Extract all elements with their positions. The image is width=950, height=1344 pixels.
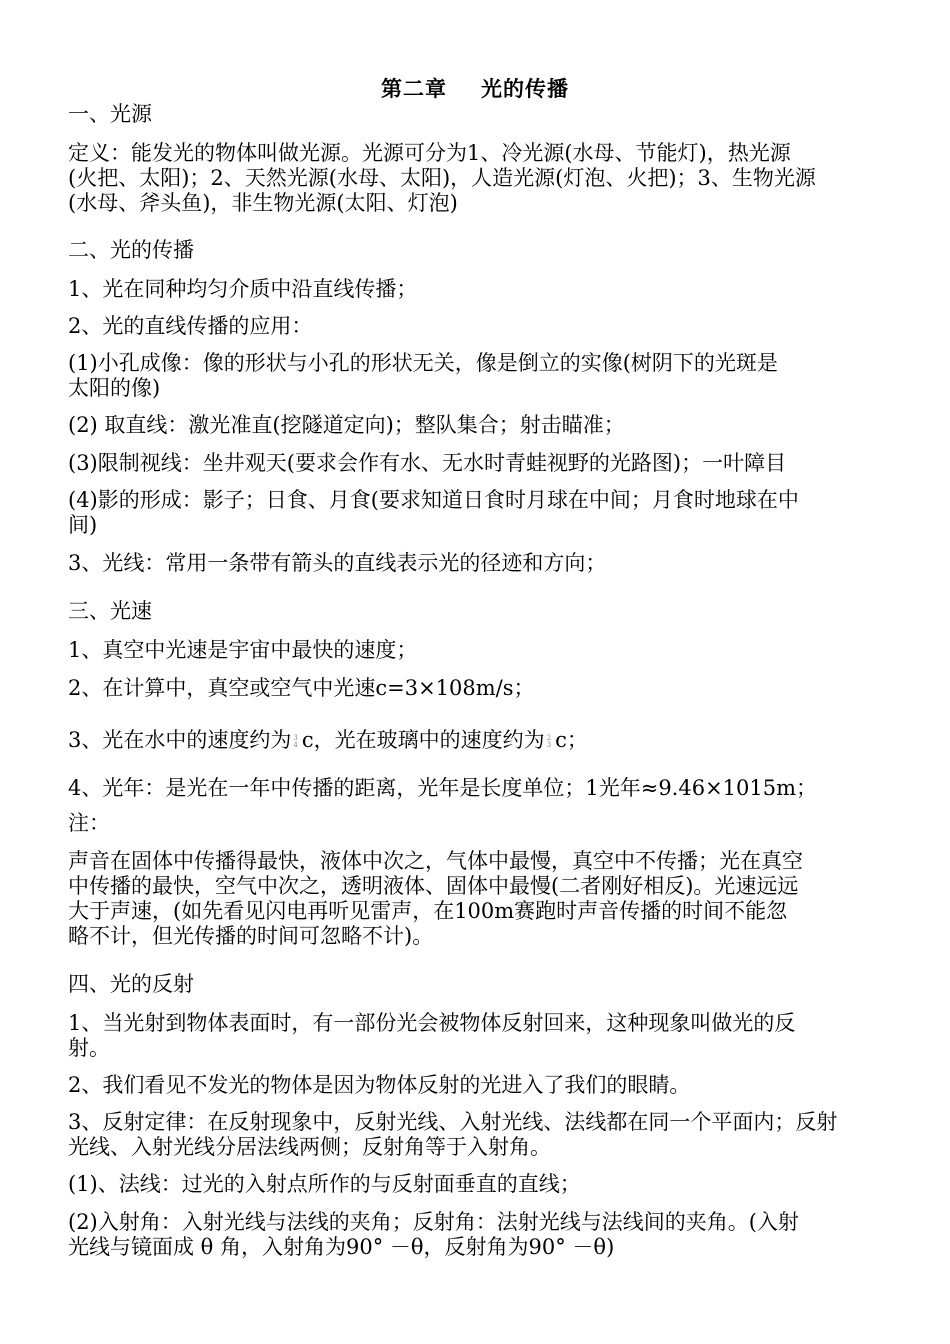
list-item: 2、我们看见不发光的物体是因为物体反射的光进入了我们的眼睛。 bbox=[68, 1073, 691, 1097]
list-item: 4、光年：是光在一年中传播的距离，光年是长度单位；1光年≈9.46×1015m； bbox=[68, 776, 818, 800]
chapter-number: 第二章 bbox=[381, 76, 447, 101]
list-item: 3、光线：常用一条带有箭头的直线表示光的径迹和方向； bbox=[68, 551, 607, 575]
paragraph-line: 定义：能发光的物体叫做光源。光源可分为1、冷光源(水母、节能灯)，热光源 bbox=[68, 141, 791, 165]
list-item: 间) bbox=[68, 513, 98, 537]
section-heading-light-speed: 三、光速 bbox=[68, 599, 152, 623]
list-item: 射。 bbox=[68, 1036, 110, 1060]
list-item: (1)小孔成像：像的形状与小孔的形状无关，像是倒立的实像(树阴下的光斑是 bbox=[68, 351, 778, 375]
list-item: 1、当光射到物体表面时，有一部份光会被物体反射回来，这种现象叫做光的反 bbox=[68, 1011, 796, 1035]
list-item: 光线与镜面成 θ 角，入射角为90° －θ，反射角为90° －θ) bbox=[68, 1235, 615, 1259]
section-heading-propagation: 二、光的传播 bbox=[68, 238, 194, 262]
list-item: 2、光的直线传播的应用： bbox=[68, 314, 313, 338]
note-label: 注： bbox=[68, 811, 110, 835]
section-heading-light-source: 一、光源 bbox=[68, 102, 152, 126]
list-item: (2) 取直线：激光准直(挖隧道定向)；整队集合；射击瞄准； bbox=[68, 413, 625, 437]
list-item: 光线、入射光线分居法线两侧；反射角等于入射角。 bbox=[68, 1135, 551, 1159]
chapter-name: 光的传播 bbox=[481, 76, 569, 101]
section-heading-reflection: 四、光的反射 bbox=[68, 972, 194, 996]
fraction-three-quarters: 3 4 bbox=[293, 733, 298, 749]
list-item: 太阳的像) bbox=[68, 376, 161, 400]
list-item: 3、光在水中的速度约为 3 4 c，光在玻璃中的速度约为 2 3 c； bbox=[68, 728, 588, 752]
list-item: (3)限制视线：坐井观天(要求会作有水、无水时青蛙视野的光路图)；一叶障目 bbox=[68, 451, 787, 475]
note-line: 大于声速，(如先看见闪电再听见雷声，在100m赛跑时声音传播的时间不能忽 bbox=[68, 899, 788, 923]
note-line: 声音在固体中传播得最快，液体中次之，气体中最慢，真空中不传播；光在真空 bbox=[68, 849, 803, 873]
chapter-title bbox=[0, 76, 950, 101]
list-item: 1、光在同种均匀介质中沿直线传播； bbox=[68, 277, 418, 301]
paragraph-line: (水母、斧头鱼)，非生物光源(太阳、灯泡) bbox=[68, 191, 458, 215]
list-item: 1、真空中光速是宇宙中最快的速度； bbox=[68, 638, 418, 662]
note-line: 中传播的最快，空气中次之，透明液体、固体中最慢(二者刚好相反)。光速远远 bbox=[68, 874, 799, 898]
list-item: (4)影的形成：影子；日食、月食(要求知道日食时月球在中间；月食时地球在中 bbox=[68, 488, 799, 512]
list-item: (1)、法线：过光的入射点所作的与反射面垂直的直线； bbox=[68, 1172, 581, 1196]
fraction-two-thirds: 2 3 bbox=[546, 733, 552, 749]
list-item: 2、在计算中，真空或空气中光速c=3×108m/s； bbox=[68, 676, 535, 700]
list-item: (2)入射角：入射光线与法线的夹角；反射角：法射光线与法线间的夹角。(入射 bbox=[68, 1210, 799, 1234]
paragraph-line: (火把、太阳)；2、天然光源(水母、太阳)，人造光源(灯泡、火把)；3、生物光源 bbox=[68, 166, 816, 190]
list-item: 3、反射定律：在反射现象中，反射光线、入射光线、法线都在同一个平面内；反射 bbox=[68, 1110, 838, 1134]
note-line: 略不计，但光传播的时间可忽略不计)。 bbox=[68, 924, 434, 948]
